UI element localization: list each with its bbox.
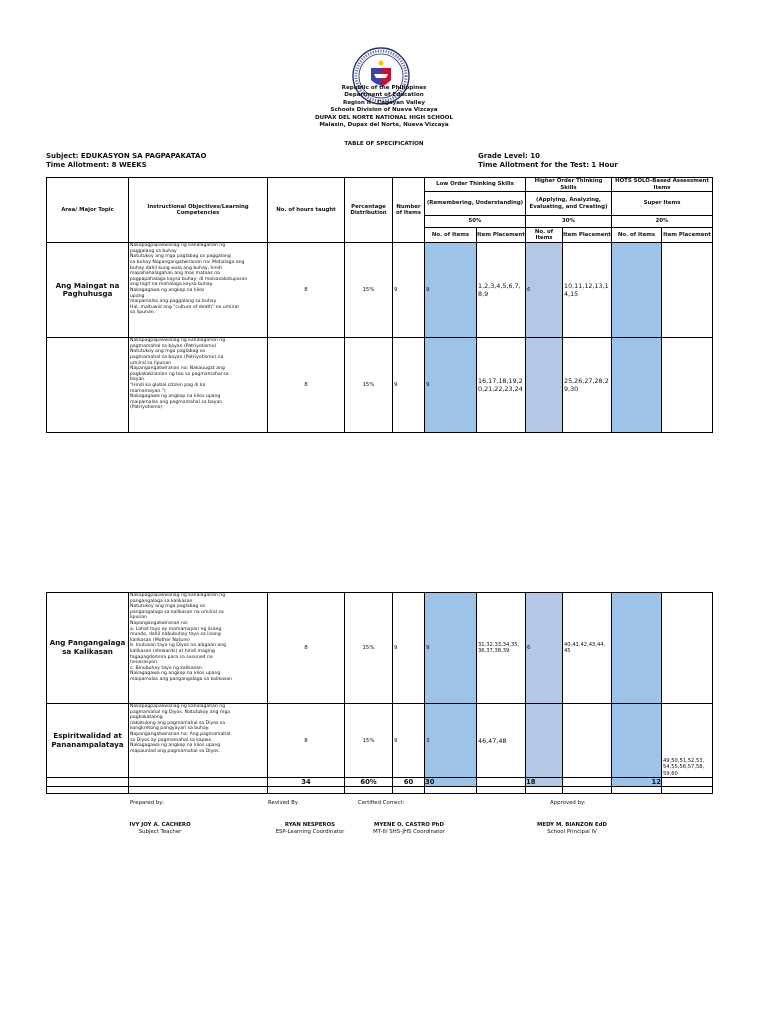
totals-blank <box>129 778 268 787</box>
items-cell: 9 <box>393 704 425 778</box>
header-line: Department of Education <box>344 92 424 99</box>
spacer-cell <box>268 787 345 794</box>
prepared-label: Prepared by: <box>130 800 164 806</box>
spacer-cell <box>526 787 563 794</box>
time-allotment-label: Time Allotment: 8 WEEKS <box>46 161 147 169</box>
header-line: Malasin, Dupax del Norte, Nueva Vizcaya <box>319 122 449 129</box>
hot-percent: 30% <box>526 216 612 228</box>
area-cell: Ang Maingat na Paghuhusga <box>47 243 129 338</box>
document-title: TABLE OF SPECIFICATION <box>344 141 424 147</box>
hots-subheader: Super Items <box>612 192 713 216</box>
tos-table-upper <box>46 177 713 433</box>
spacer-row <box>47 787 713 794</box>
hots-no-items-header: No. of Items <box>612 228 662 243</box>
table-row <box>47 593 713 704</box>
hot-placement-cell: 25,26,27,28,2 9,30 <box>563 338 612 433</box>
objectives-cell: Nakapagpapaliwanag ng kahalagahan ng pangangalaga sa kalikasan Natutukoy ang mga paglabag sa pangangalaga sa kalikasan na umiiral sa lipunan Napangangatwiranan na: a. Lahat tayo ay mamamayan ng iisang mundo, dahil nabubuhay tayo sa iisang kalikasan (Mother Nature) b. Inutusan tayo ng Diyos na alagaan ang kalikasan (stewards) at hindi maging tagapagdomina para sa susunod na henerasyon. c. Binubuhay tayo ng kalikasan. Nakagagawa ng angkop na kilos upang maipamalas ang pangangalaga sa kalikasan <box>129 593 268 704</box>
header-line: Republic of the Philippines <box>341 85 427 91</box>
hots-percent: 20% <box>612 216 713 228</box>
totals-blank <box>563 778 612 787</box>
percentage-cell: 15% <box>345 243 393 338</box>
hots-placement-header: Item Placement <box>662 228 713 243</box>
hot-items-cell: 6 <box>526 593 563 704</box>
reviewed-label: Revived By <box>268 800 299 806</box>
hot-placement-cell: 10,11,12,13,1 4,15 <box>563 243 612 338</box>
preparer-role: Subject Teacher <box>138 829 182 835</box>
hot-items-cell <box>526 338 563 433</box>
total-hots: 12 <box>612 778 662 787</box>
lot-no-items-header: No. of Items <box>425 228 477 243</box>
number-items-header: Number of Items <box>393 178 425 243</box>
reviewer-name: RYAN NESPEROS <box>284 822 336 828</box>
total-lot: 30 <box>425 778 477 787</box>
hots-placement-cell <box>662 243 713 338</box>
hot-placement-cell <box>563 704 612 778</box>
items-cell: 9 <box>393 338 425 433</box>
total-hot: 18 <box>526 778 563 787</box>
table-row <box>47 338 713 433</box>
spacer-cell <box>393 787 425 794</box>
totals-blank <box>47 778 129 787</box>
hots-placement-cell: 49,50,51,52,53, 54,55,56,57,58, 59,60 <box>662 704 713 778</box>
approver-role: School Principal IV <box>547 829 597 835</box>
hours-cell: 8 <box>268 243 345 338</box>
objectives-cell: Nakapagpapaliwanag ng kahalagahan ng pagmamahal ng Diyos. Natutukoy ang mga pagkakataong nakatulong ang pagmamahal sa Diyos sa kongkretong pangyayari sa buhay. Napangangatwiranan na: Ang pagmamahal sa Diyos ay pagmamahal sa kapwa Nakagagawa ng angkop na kilos upang mapaunlad ang pagmamahal sa Diyos. <box>129 704 268 778</box>
totals-blank <box>477 778 526 787</box>
lot-placement-cell: 1,2,3,4,5,6,7, 8,9 <box>477 243 526 338</box>
spacer-cell <box>612 787 662 794</box>
hot-placement-cell: 40,41,42,43,44, 45 <box>563 593 612 704</box>
hots-items-cell <box>612 243 662 338</box>
percentage-cell: 15% <box>345 338 393 433</box>
hots-placement-cell <box>662 338 713 433</box>
hot-items-cell: 6 <box>526 243 563 338</box>
table-row <box>47 704 713 778</box>
percentage-cell: 15% <box>345 593 393 704</box>
hots-items-cell <box>612 338 662 433</box>
spacer-cell <box>563 787 612 794</box>
objectives-header: Instructional Objectives/Learning Competencies <box>129 178 268 243</box>
hot-items-cell <box>526 704 563 778</box>
totals-blank <box>662 778 713 787</box>
spacer-cell <box>47 787 129 794</box>
total-percentage: 60% <box>345 778 393 787</box>
tos-table-lower <box>46 592 713 794</box>
area-cell <box>47 338 129 433</box>
area-cell: Ang Pangangalaga sa Kalikasan <box>47 593 129 704</box>
percentage-header: Percentage Distribution <box>345 178 393 243</box>
lot-placement-header: Item Placement <box>477 228 526 243</box>
certifier-name: MYENE O. CASTRO PhD <box>374 822 444 828</box>
spacer-cell <box>662 787 713 794</box>
lot-items-cell: 3 <box>425 704 477 778</box>
spacer-cell <box>425 787 477 794</box>
totals-row <box>47 778 713 787</box>
hots-items-cell <box>612 704 662 778</box>
hours-cell: 8 <box>268 704 345 778</box>
hots-placement-cell <box>662 593 713 704</box>
reviewer-role: ESP-Learning Coordinator <box>275 829 345 835</box>
hours-cell: 8 <box>268 338 345 433</box>
lot-items-cell: 9 <box>425 593 477 704</box>
lot-items-cell: 9 <box>425 243 477 338</box>
hot-header: Higher Order Thinking Skills <box>526 178 612 192</box>
area-header: Area/ Major Topic <box>47 178 129 243</box>
header-line: Schools Division of Nueva Vizcaya <box>330 107 438 114</box>
subject-label: Subject: EDUKASYON SA PAGPAPAKATAO <box>46 152 207 160</box>
test-time-label: Time Allotment for the Test: 1 Hour <box>478 161 618 169</box>
total-items: 60 <box>393 778 425 787</box>
hot-no-items-header: No. of Items <box>526 228 563 243</box>
lot-items-cell: 9 <box>425 338 477 433</box>
approved-label: Approved by: <box>550 800 586 806</box>
hots-items-cell <box>612 593 662 704</box>
lot-percent: 50% <box>425 216 526 228</box>
lot-placement-cell: 16,17,18,19,2 0,21,22,23,24 <box>477 338 526 433</box>
approver-name: MEDY M. BIANZON EdD <box>537 822 607 828</box>
header-line: DUPAX DEL NORTE NATIONAL HIGH SCHOOL <box>314 114 454 121</box>
total-hours: 34 <box>268 778 345 787</box>
objectives-cell: Nakapagpapaliwanag ng kahalagahan ng paggalang sa buhay Natutukoy ang mga paglabag sa paggalang sa buhay Napangangatwiranan na: Mahalaga ang buhay dahil kung wala ang buhay, hindi mapahahalagahan ang mas mataas na pagpapahalaga kaysa buhay; di maisasakatuparan ang higit na mahalaga kaysa buhay. Nakagagawa ng angkop na kilos upang maipamalas ang paggalang sa buhay Hal. maituwid ang "culture of death" na umiiral sa lipunan. <box>129 243 268 338</box>
spacer-cell <box>345 787 393 794</box>
objectives-cell: Nakapagpapaliwanag ng kahalagahan ng pagmamahal sa bayan (Patriyotismo) Natutukoy ang mga paglabag sa pagmamahal sa bayan (Patriyotismo) na umiiral sa lipunan Napangangatwiranan na: Nakauugat ang pagkakakilanlan ng tao sa pagmamahal sa bayan. "Hindi ka global citizen pag di ka mamamayan.") Nakagagawa ng angkop na kilos upang maipamalas ang pagmamahal sa bayan (Patriyotismo) <box>129 338 268 433</box>
header-line: Region II - Cagayan Valley <box>342 99 426 106</box>
items-cell: 9 <box>393 593 425 704</box>
grade-level-label: Grade Level: 10 <box>478 152 541 160</box>
hot-placement-header: Item Placement <box>563 228 612 243</box>
spacer-cell <box>129 787 268 794</box>
hours-cell: 8 <box>268 593 345 704</box>
area-cell: Espiritwalidad at Pananampalataya <box>47 704 129 778</box>
spacer-cell <box>477 787 526 794</box>
percentage-cell: 15% <box>345 704 393 778</box>
lot-placement-cell: 31,32,33,34,35, 36,37,38,39 <box>477 593 526 704</box>
table-row <box>47 243 713 338</box>
lot-header: Low Order Thinking Skills <box>425 178 526 192</box>
items-cell: 9 <box>393 243 425 338</box>
certifier-role: MT-II/ SHS-JHS Coordinator <box>373 829 445 835</box>
hots-header: HOTS SOLO-Based Assessment Items <box>612 178 713 192</box>
lot-placement-cell: 46,47,48 <box>477 704 526 778</box>
hours-header: No. of hours taught <box>268 178 345 243</box>
certified-label: Certified Correct: <box>358 800 405 806</box>
lot-subheader: (Remembering, Understanding) <box>425 192 526 216</box>
hot-subheader: (Applying, Analyzing, Evaluating, and Creating) <box>526 192 612 216</box>
preparer-name: IVY JOY A. CACHERO <box>129 822 191 828</box>
